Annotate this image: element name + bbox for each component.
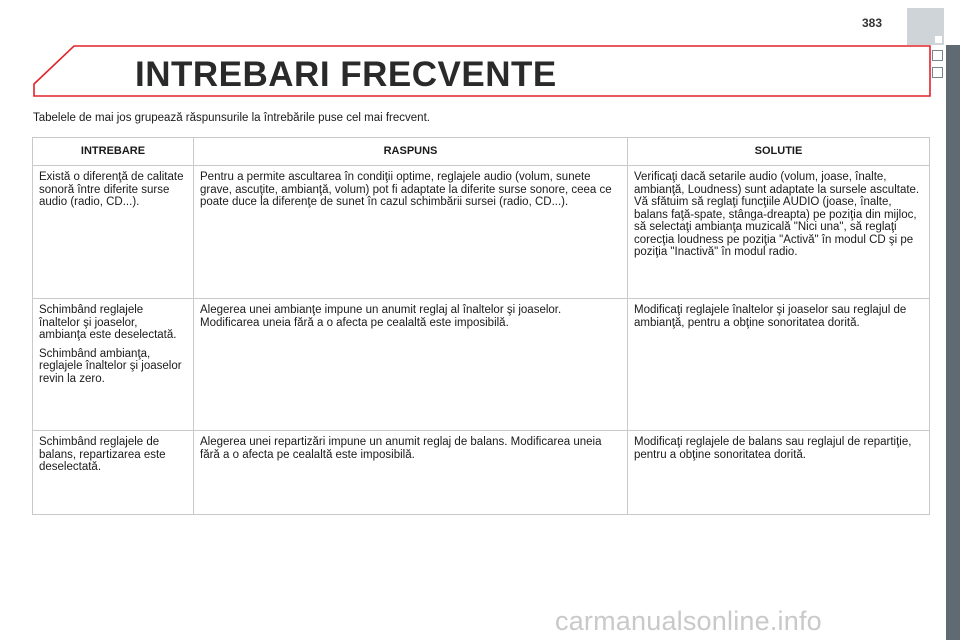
page-title: INTREBARI FRECVENTE <box>135 55 557 94</box>
question-text: Schimbând ambianţa, reglajele înaltelor şi joaselor revin la zero. <box>39 347 182 385</box>
page-number: 383 <box>862 16 883 30</box>
column-header-solution: SOLUTIE <box>628 138 930 166</box>
solution-cell: Modificaţi reglajele de balans sau reglajul de repartiţie, pentru a obţine sonoritatea dorită. <box>628 431 930 515</box>
question-text: Schimbând reglajele înaltelor şi joaselor, ambianţa este deselectată. <box>39 304 177 341</box>
table-row <box>33 166 930 299</box>
question-cell <box>33 431 194 515</box>
page-edge-strip <box>946 45 960 640</box>
table-row <box>33 299 930 431</box>
watermark: carmanualsonline.info <box>555 606 822 636</box>
solution-cell: Verificaţi dacă setarile audio (volum, joase, înalte, ambianţă, Loudness) sunt adaptate la sursele ascultate. Vă sfătuim să reglaţi funcţiile AUDIO (joase, înalte, balans faţă-spate, stânga-dreapta) pe poziţia din mijloc, să selectaţi ambianţa muzicală "Nici una", să reglaţi corecţia loudness pe poziţia "Activă" în modul CD şi pe poziţia "Inactivă" în modul radio. <box>628 166 930 299</box>
answer-cell: Alegerea unei repartizări impune un anumit reglaj de balans. Modificarea uneia fără a o afecta pe cealaltă este imposibilă. <box>194 431 628 515</box>
page-corner-marker <box>907 8 944 45</box>
answer-cell: Pentru a permite ascultarea în condiţii optime, reglajele audio (volum, sunete grave, ascuţite, ambianţă, volum) pot fi adaptate la diferite surse sonore, ceea ce poate duce la diferenţe de sunet în cazul schimbării sursei (radio, CD...). <box>194 166 628 299</box>
column-header-question: INTREBARE <box>33 138 194 166</box>
table-header-row <box>33 138 930 166</box>
question-text: Există o diferenţă de calitate sonoră între diferite surse audio (radio, CD...). <box>39 171 184 208</box>
corner-square-icon <box>935 36 942 43</box>
solution-cell: Modificaţi reglajele înaltelor şi joaselor sau reglajul de ambianţă, pentru a obţine sonoritatea dorită. <box>628 299 930 431</box>
answer-cell: Alegerea unei ambianţe impune un anumit reglaj al înaltelor şi joaselor. Modificarea uneia fără a o afecta pe cealaltă este imposibilă. <box>194 299 628 431</box>
faq-table <box>32 137 930 515</box>
column-header-answer: RASPUNS <box>194 138 628 166</box>
intro-text: Tabelele de mai jos grupează răspunsurile la întrebările puse cel mai frecvent. <box>33 112 430 124</box>
question-cell <box>33 299 194 431</box>
table-row <box>33 431 930 515</box>
question-cell <box>33 166 194 299</box>
question-text: Schimbând reglajele de balans, repartizarea este deselectată. <box>39 436 166 473</box>
